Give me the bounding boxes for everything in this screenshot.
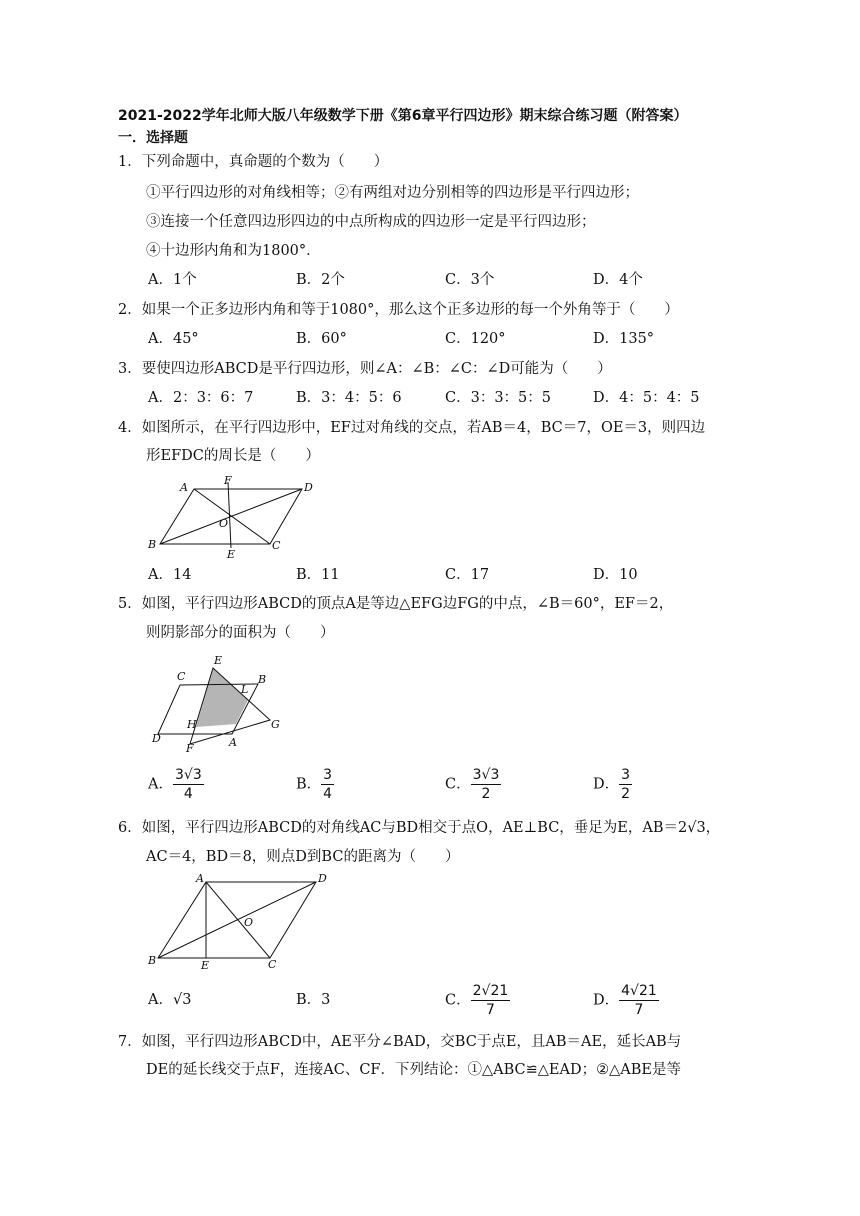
q2-stem: 2．如果一个正多边形内角和等于1080°，那么这个正多边形的每一个外角等于（ ） [118,302,679,318]
q4-label-a: A [180,481,188,494]
q5-option-c [445,766,501,803]
q2-option-a: A．45° [148,331,199,347]
q5-option-a-label: A． [148,776,173,793]
q1-option-d: D．4个 [593,272,643,288]
q6-option-c-numerator: 2√21 [472,983,509,999]
q6-option-d [593,982,659,1019]
q7-stem-line1: 7．如图，平行四边形ABCD中，AE平分∠BAD，交BC于点E，且AB＝AE，延长AB与 [118,1034,682,1050]
q5-option-b-label: B． [296,776,322,793]
q2-option-c: C．120° [445,331,506,347]
q2-option-b: B．60° [296,331,347,347]
q1-option-a: A．1个 [148,272,197,288]
q5-option-a-numerator: 3√3 [174,767,202,783]
q5-label-b: B [258,673,267,686]
q5-option-d-denominator: 2 [621,786,631,802]
q5-option-b-numerator: 3 [323,767,333,783]
q3-option-d: D．4：5：4：5 [593,390,700,406]
q3-stem: 3．要使四边形ABCD是平行四边形，则∠A：∠B：∠C：∠D可能为（ ） [118,361,612,377]
q6-option-c-denominator: 7 [485,1002,495,1018]
q5-option-a-fraction [173,766,204,803]
q4-label-o: O [219,517,229,530]
q5-label-c: C [177,670,186,683]
q6-option-b-label: B． [296,992,322,1008]
q6-option-a-value: √3 [172,992,192,1008]
q4-option-a: A．14 [148,567,192,583]
q5-figure [144,652,294,756]
q5-option-d-numerator: 3 [621,767,631,783]
q6-option-a [148,990,191,1010]
q6-option-d-label: D． [593,992,620,1009]
q5-option-d [593,766,632,803]
q6-option-d-fraction [619,982,659,1019]
q3-option-c: C．3：3：5：5 [445,390,551,406]
q6-option-b-value: 3 [321,992,331,1008]
q3-option-a: A．2：3：6：7 [148,390,254,406]
q6-option-c [445,982,510,1019]
q4-label-c: C [272,539,281,552]
q6-option-d-numerator: 4√21 [621,983,657,999]
q1-option-b: B．2个 [296,272,345,288]
q5-label-l: L [241,683,249,696]
q5-option-c-denominator: 2 [481,786,491,802]
q4-label-e: E [227,548,236,560]
q6-label-o: O [244,916,254,929]
q4-label-b: B [148,538,157,551]
q6-label-e: E [201,959,210,972]
q1-statement-3: ③连接一个任意四边形四边的中点所构成的四边形一定是平行四边形； [146,214,596,230]
q4-stem-line1: 4．如图所示，在平行四边形中，EF过对角线的交点，若AB＝4，BC＝7，OE＝3，则四边 [118,420,706,436]
q1-option-c: C．3个 [445,272,495,288]
q5-option-d-fraction [619,766,632,803]
q3-option-b: B．3：4：5：6 [296,390,402,406]
q6-option-a-label: A． [148,992,173,1008]
q5-label-d: D [152,732,161,745]
q6-label-c: C [268,958,277,971]
q5-label-h: H [187,718,197,731]
q5-option-c-label: C． [445,776,471,793]
q2-option-d: D．135° [593,331,655,347]
q4-label-d: D [304,481,313,494]
document-title: 2021-2022学年北师大版八年级数学下册《第6章平行四边形》期末综合练习题（附答案） [118,108,688,124]
q4-stem-line2: 形EFDC的周长是（ ） [146,448,320,464]
q4-option-c: C．17 [445,567,490,583]
q5-stem-line1: 5．如图，平行四边形ABCD的顶点A是等边△EFG边FG的中点，∠B＝60°，EF＝2， [118,596,674,612]
q1-stem: 1．下列命题中，真命题的个数为（ ） [118,154,389,170]
q6-stem-line1: 6．如图，平行四边形ABCD的对角线AC与BD相交于点O，AE⊥BC，垂足为E，AB＝2√3， [118,820,721,836]
q6-option-c-label: C． [445,992,471,1009]
q5-label-f: F [186,742,194,755]
q4-option-b: B．11 [296,567,340,583]
q6-option-d-denominator: 7 [634,1002,644,1018]
q6-label-a: A [196,872,204,885]
q5-stem-line2: 则阴影部分的面积为（ ） [146,625,335,641]
q5-option-c-numerator: 3√3 [472,767,500,783]
q6-label-d: D [318,872,327,885]
q5-option-b-fraction [321,766,334,803]
q1-statement-1-2: ①平行四边形的对角线相等；②有两组对边分别相等的四边形是平行四边形； [146,185,639,201]
q5-option-a [148,766,204,803]
q5-option-a-denominator: 4 [183,786,193,802]
q5-option-c-fraction [471,766,502,803]
q5-label-e: E [214,654,223,667]
section-heading: 一．选择题 [118,130,188,146]
q5-option-d-label: D． [593,776,620,793]
q6-figure [144,868,344,978]
q1-statement-4: ④十边形内角和为1800°． [146,243,321,259]
q6-option-b [296,990,330,1010]
q7-stem-line2: DE的延长线交于点F，连接AC、CF．下列结论：①△ABC≌△EAD；②△ABE是等 [146,1062,681,1078]
q6-stem-line2: AC＝4，BD＝8，则点D到BC的距离为（ ） [146,849,460,865]
q5-label-a: A [229,736,237,749]
q4-option-d: D．10 [593,567,638,583]
q6-option-c-fraction [471,982,511,1019]
q6-label-b: B [148,954,157,967]
q4-figure [144,474,324,560]
q5-label-g: G [271,718,280,731]
q4-label-f: F [224,474,232,487]
q5-option-b-denominator: 4 [323,786,333,802]
q5-option-b [296,766,334,803]
